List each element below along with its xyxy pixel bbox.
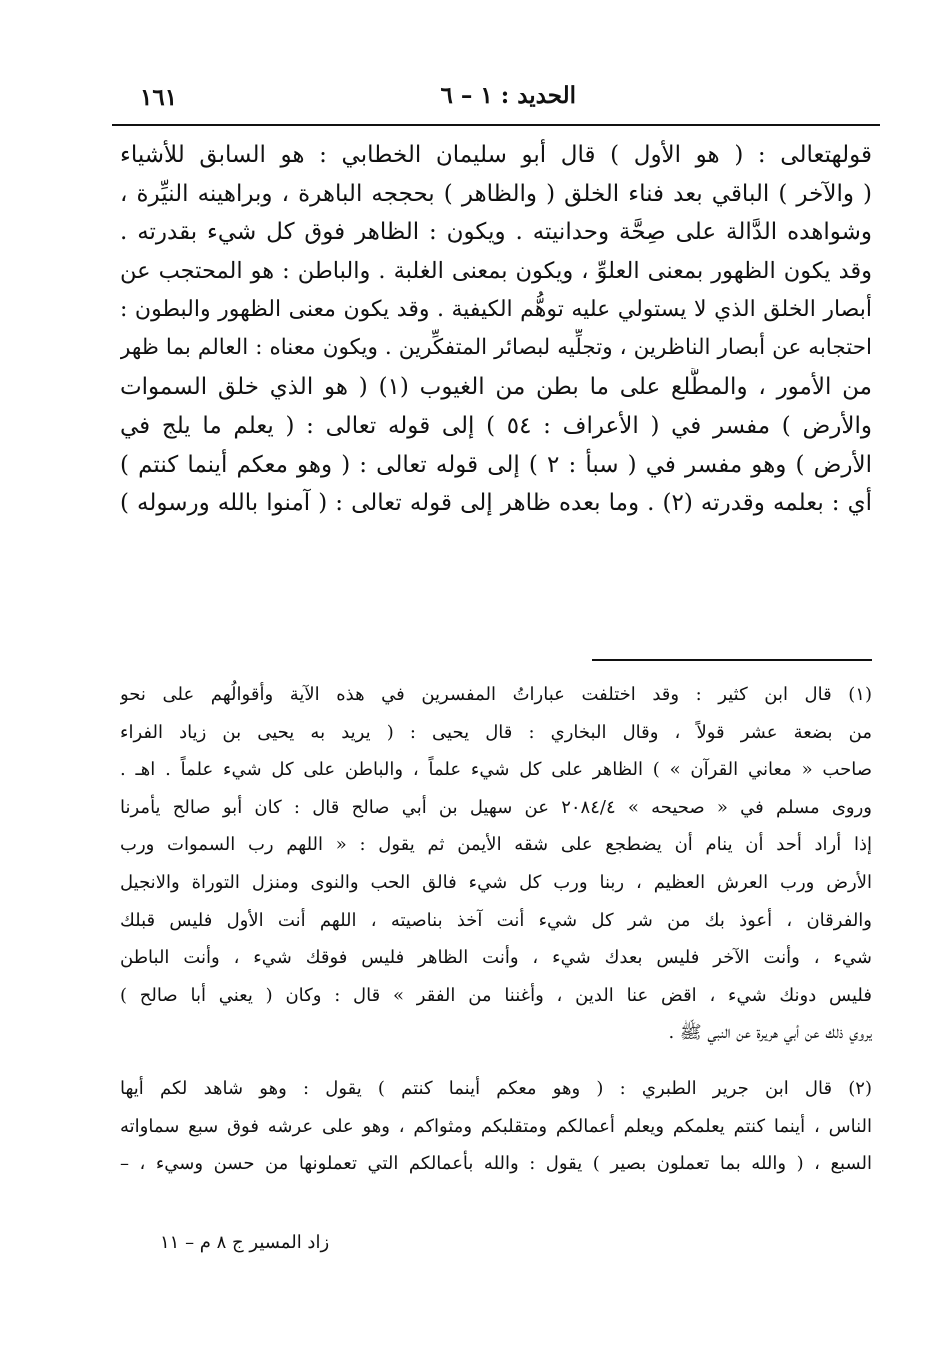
footnote-line: (٢) قال ابن جرير الطبري : ( وهو معكم أينما كنتم ) يقول : وهو شاهد لكم أيها xyxy=(120,1077,872,1099)
footnote-line: يروي ذلك عن أبي هريرة عن النبي ﷺ . xyxy=(668,1022,872,1044)
text-line: وقد يكون الظهور بمعنى العلوِّ ، ويكون بمعنى الغلبة . والباطن : هو المحتجب عن xyxy=(120,258,872,285)
footnote-line: وروى مسلم في « صحيحه » ٢٠٨٤/٤ عن سهيل بن أبي صالح قال : كان أبو صالح يأمرنا xyxy=(120,796,872,818)
page-header xyxy=(120,78,876,122)
text-line: وشواهده الدَّالة على صِحَّة وحدانيته . ويكون : الظاهر فوق كل شيء بقدرته . xyxy=(120,219,872,246)
text-line: الأرض ) وهو مفسر في ( سبأ : ٢ ) إلى قوله تعالى : ( وهو معكم أينما كنتم ) xyxy=(120,451,872,478)
text-line: ( والآخر ) الباقي بعد فناء الخلق ( والظاهر ) بحججه الباهرة ، وبراهينه النيِّرة ، xyxy=(120,180,872,207)
footnote-line: شيء ، وأنت الآخر فليس بعدك شيء ، وأنت الظاهر فليس فوقك شيء ، وأنت الباطن xyxy=(120,947,872,969)
header-rule xyxy=(112,124,880,126)
footnote-line: فليس دونك شيء ، اقض عنا الدين ، وأغننا من الفقر » قال : وكان ( يعني أبا صالح ) xyxy=(120,984,872,1006)
text-line: احتجابه عن أبصار الناظرين ، وتجلِّيه لبصائر المتفكِّرين . ويكون معناه : العالم بما ظهر xyxy=(120,335,872,361)
footnote-gap xyxy=(120,1052,872,1070)
footnote-line: (١) قال ابن كثير : وقد اختلفت عباراتُ المفسرين في هذه الآية وأقوالُهم على نحو xyxy=(120,684,872,705)
text-line: من الأمور ، والمطَّلع على ما بطن من الغيوب (١) ( هو الذي خلق السموات xyxy=(120,374,872,401)
text-line: أي : بعلمه وقدرته (٢) . وما بعده ظاهر إلى قوله تعالى : ( آمنوا بالله ورسوله ) xyxy=(120,490,872,517)
text-line: والأرض ) مفسر في ( الأعراف : ٥٤ ) إلى قوله تعالى : ( يعلم ما يلج في xyxy=(120,412,872,439)
footnote-line: الناس ، أينما كنتم يعلمكم ويعلم أعمالكم ومتقلبكم ومثواكم ، وهو على عرشه فوق سبع سماواته xyxy=(120,1115,872,1137)
footnote-line: إذا أراد أحد أن ينام أن يضطجع على شقه الأيمن ثم يقول : « اللهم رب السموات ورب xyxy=(120,834,872,856)
footnote-line: صاحب « معاني القرآن » ) الظاهر على كل شيء علماً ، والباطن على كل شيء علماً . اهـ . xyxy=(120,759,872,781)
footnote-2 xyxy=(120,1070,872,1183)
footnote-1 xyxy=(120,676,872,1052)
main-text xyxy=(120,136,872,523)
footnote-line: من بضعة عشر قولاً ، وقال البخاري : قال يحيى : ( يريد به يحيى بن زياد الفراء xyxy=(120,721,872,743)
footnotes xyxy=(120,676,872,1183)
footnote-line: السبع ، ( والله بما تعملون بصير ) يقول : والله بأعمالكم التي تعملونها من حسن وسيء ، – xyxy=(120,1153,872,1175)
footnote-line: والفرقان ، أعوذ بك من شر كل شيء أنت آخذ بناصيته ، اللهم أنت الأول فليس قبلك xyxy=(120,909,872,931)
chapter-title: الحديد : ١ – ٦ xyxy=(440,82,576,109)
page-number: ١٦١ xyxy=(140,84,178,111)
text-line: أبصار الخلق الذي لا يستولي عليه توهُّم الكيفية . وقد يكون معنى الظهور والبطون : xyxy=(120,296,872,322)
printer-signature: زاد المسير ج ٨ م – ١١ xyxy=(160,1232,330,1253)
text-line: قولهتعالى : ( هو الأول ) قال أبو سليمان الخطابي : هو السابق للأشياء xyxy=(120,142,872,168)
footnote-line: الأرض ورب العرش العظيم ، ربنا ورب كل شيء فالق الحب والنوى ومنزل التوراة والانجيل xyxy=(120,871,872,893)
footnote-rule xyxy=(592,659,872,661)
